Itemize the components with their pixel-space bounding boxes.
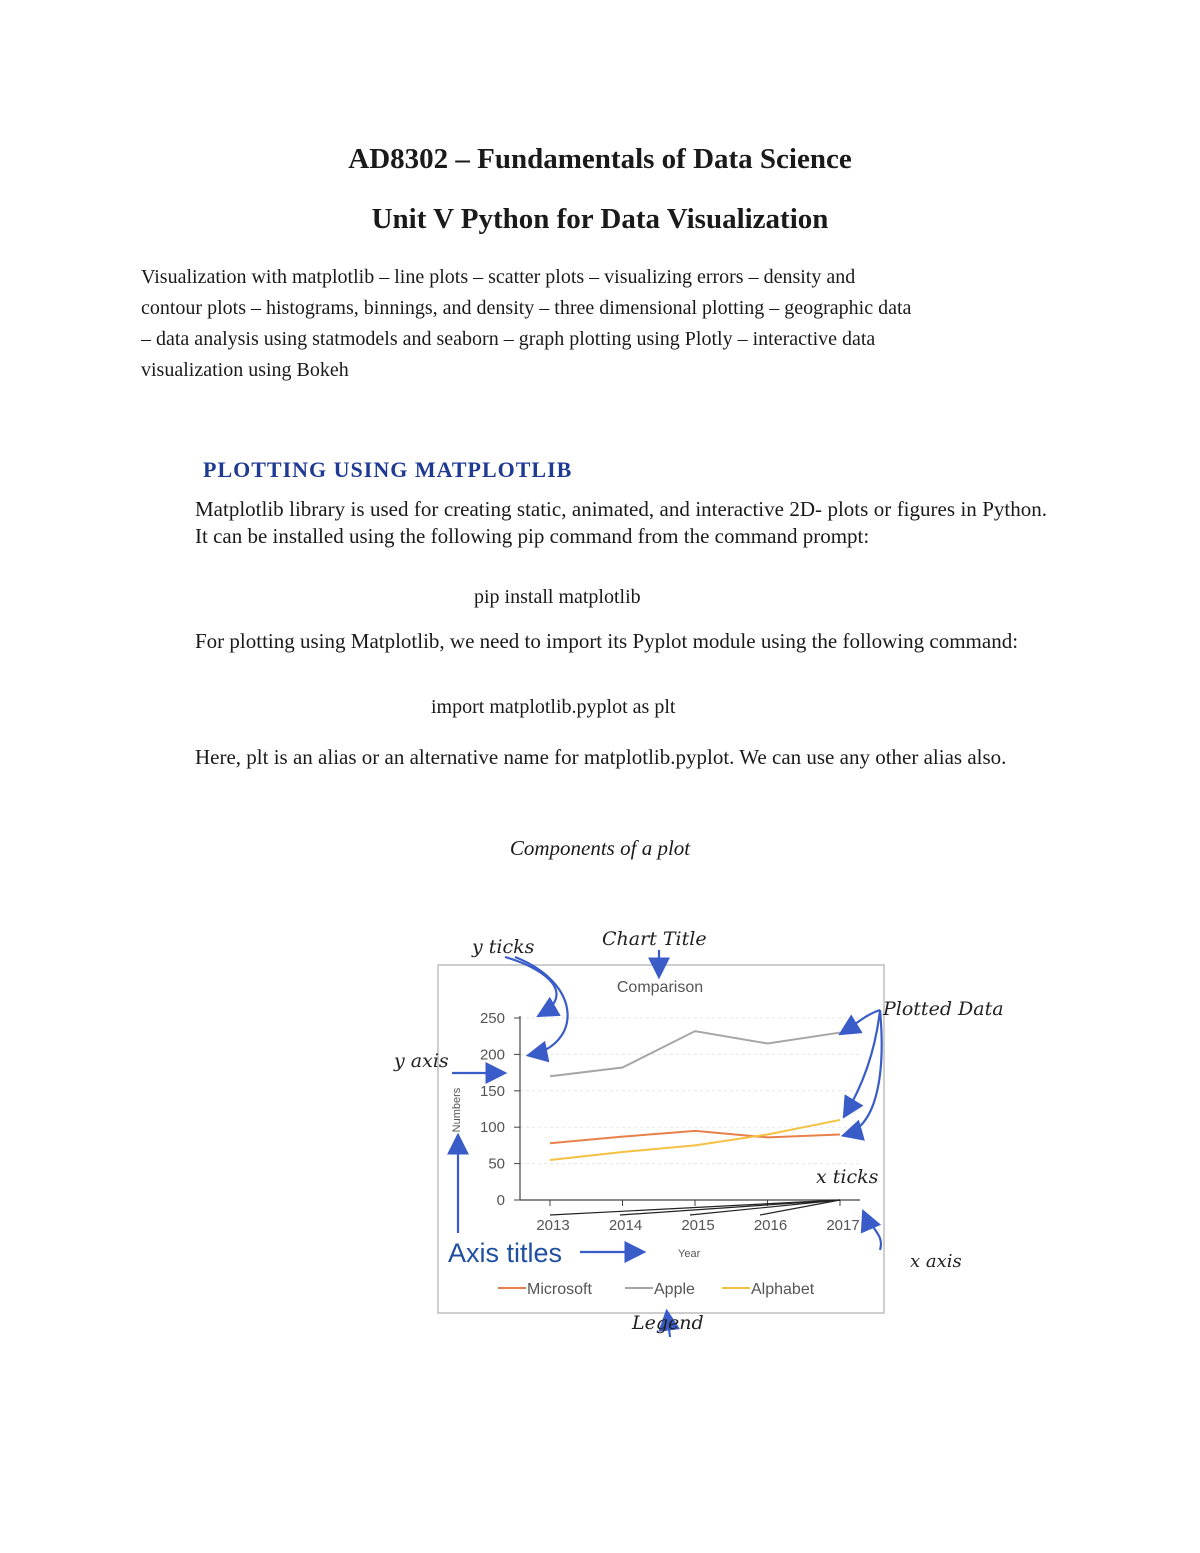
paragraph-alias: Here, plt is an alias or an alternative name for matplotlib.pyplot. We can use any other alias also. <box>195 745 1007 769</box>
chart-title: Comparison <box>616 979 704 996</box>
x-tick-label: 2014 <box>608 1217 643 1234</box>
code-import: import matplotlib.pyplot as plt <box>431 696 676 718</box>
x-axis-title: Year <box>678 1248 701 1260</box>
paragraph-intro: Matplotlib library is used for creating static, animated, and interactive 2D- plots or figures in Python. It can be installed using the following pip command from the command prompt: <box>195 497 1047 548</box>
legend-label-microsoft: Microsoft <box>527 1281 592 1298</box>
chart-legend <box>498 1281 815 1298</box>
annotation-y-ticks: y ticks <box>472 936 535 958</box>
figure-caption: Components of a plot <box>509 836 691 860</box>
legend-label-alphabet: Alphabet <box>751 1281 815 1298</box>
annotation-x-ticks: x ticks <box>816 1166 879 1188</box>
y-tick-label: 250 <box>479 1010 505 1027</box>
unit-title: Unit V Python for Data Visualization <box>371 203 829 235</box>
components-figure <box>380 915 1020 1355</box>
y-tick-label: 200 <box>479 1046 505 1064</box>
x-tick-label: 2016 <box>753 1217 788 1234</box>
annotation-x-axis: x axis <box>910 1251 962 1272</box>
y-tick-label: 150 <box>479 1082 505 1100</box>
syllabus-line: Visualization with matplotlib – line plots – scatter plots – visualizing errors – density and <box>141 266 856 288</box>
y-axis-title: Numbers <box>451 1087 463 1133</box>
x-tick-label: 2013 <box>536 1217 570 1234</box>
y-tick-label: 100 <box>479 1119 505 1137</box>
x-tick-label: 2017 <box>826 1217 860 1234</box>
annotation-plotted-data: Plotted Data <box>883 998 1004 1020</box>
y-tick-label: 50 <box>488 1155 505 1173</box>
annotation-chart-title: Chart Title <box>602 928 707 950</box>
paragraph-import: For plotting using Matplotlib, we need to import its Pyplot module using the following command: <box>195 629 1019 653</box>
x-tick-label: 2015 <box>681 1217 715 1234</box>
y-tick-label: 0 <box>496 1192 505 1209</box>
document-title: AD8302 – Fundamentals of Data Science <box>348 143 852 175</box>
annotation-y-axis: y axis <box>394 1050 449 1072</box>
annotation-axis-titles: Axis titles <box>448 1238 563 1268</box>
syllabus <box>141 262 1061 386</box>
code-pip-install: pip install matplotlib <box>474 586 641 608</box>
syllabus-line: contour plots – histograms, binnings, and density – three dimensional plotting – geographic data <box>141 297 912 319</box>
syllabus-line: – data analysis using statmodels and seaborn – graph plotting using Plotly – interactive data <box>141 328 876 350</box>
section-heading: PLOTTING USING MATPLOTLIB <box>203 457 573 482</box>
annotation-legend: Legend <box>632 1312 704 1334</box>
legend-label-apple: Apple <box>654 1281 695 1298</box>
syllabus-line: visualization using Bokeh <box>141 359 349 381</box>
